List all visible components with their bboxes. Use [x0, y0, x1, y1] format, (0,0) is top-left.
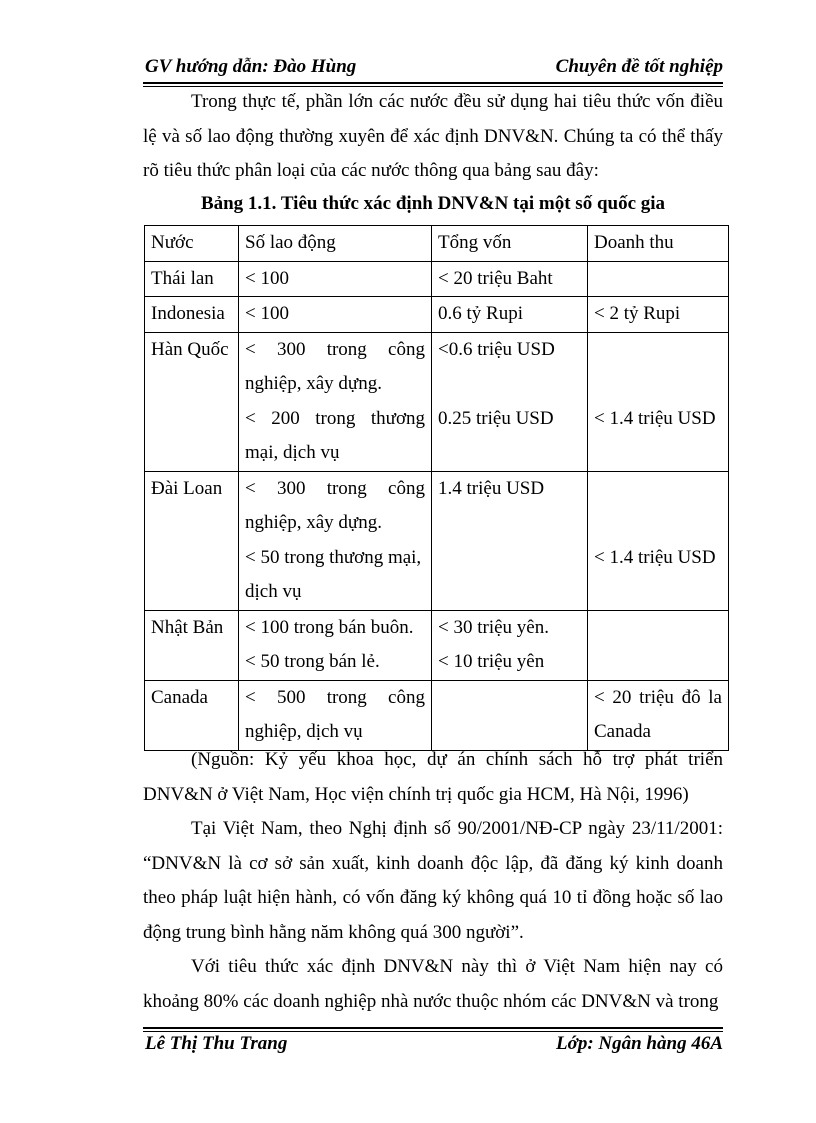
cell-line: < 50 trong thương mại,	[245, 546, 422, 568]
footer-rule	[143, 1027, 723, 1029]
cell-country: Thái lan	[145, 261, 239, 297]
footer-author: Lê Thị Thu Trang	[145, 1033, 288, 1054]
cell-line	[594, 506, 722, 541]
header-advisor: GV hướng dẫn: Đào Hùng	[145, 56, 357, 77]
table-header-row	[145, 226, 729, 262]
cell-line: < 1.4 triệu USD	[594, 546, 716, 568]
cell-line	[594, 436, 722, 471]
cell-labor	[239, 261, 432, 297]
cell-country: Nhật Bản	[145, 610, 239, 680]
cell-line: < 100 trong bán buôn.	[245, 616, 414, 638]
cell-labor	[239, 297, 432, 333]
cell-revenue	[588, 471, 729, 610]
table-row	[145, 680, 729, 750]
table-caption: Bảng 1.1. Tiêu thức xác định DNV&N tại một số quốc gia	[200, 193, 666, 214]
cell-line: nghiệp, dịch vụ	[245, 721, 363, 742]
cell-revenue	[588, 261, 729, 297]
header-labor: Số lao động	[239, 226, 432, 262]
closing-paragraph: Với tiêu thức xác định DNV&N này thì ở Việt Nam hiện nay có khoảng 80% các doanh nghiệp nhà nước thuộc nhóm các DNV&N và trong	[143, 956, 723, 1012]
cell-line	[438, 367, 581, 402]
cell-labor	[239, 471, 432, 610]
intro-paragraph: Trong thực tế, phần lớn các nước đều sử dụng hai tiêu thức vốn điều lệ và số lao động thường xuyên để xác định DNV&N. Chúng ta có thể thấy rõ tiêu thức phân loại của các nước thông qua bảng sau đây:	[143, 91, 723, 181]
decree-paragraph: Tại Việt Nam, theo Nghị định số 90/2001/NĐ-CP ngày 23/11/2001: “DNV&N là cơ sở sản xuất, kinh doanh độc lập, đã đăng ký kinh doanh theo pháp luật hiện hành, có vốn đăng ký không quá 10 tỉ đồng hoặc số lao động trung bình hằng năm không quá 300 người”.	[143, 818, 723, 943]
criteria-table	[144, 225, 729, 751]
cell-revenue	[588, 332, 729, 471]
header-revenue: Doanh thu	[588, 226, 729, 262]
cell-line: < 100	[245, 267, 289, 289]
cell-line: < 50 trong bán lẻ.	[245, 651, 380, 672]
cell-line	[438, 575, 581, 610]
header-capital: Tổng vốn	[432, 226, 588, 262]
cell-line	[438, 681, 581, 716]
cell-line: < 300 trong công	[245, 477, 425, 499]
source-note: (Nguồn: Kỷ yếu khoa học, dự án chính sách hỗ trợ phát triển DNV&N ở Việt Nam, Học viện chính trị quốc gia HCM, Hà Nội, 1996)	[143, 749, 723, 805]
cell-labor	[239, 332, 432, 471]
cell-line: <0.6 triệu USD	[438, 338, 555, 360]
header-country: Nước	[145, 226, 239, 262]
cell-line: dịch vụ	[245, 581, 302, 602]
cell-line: < 200 trong thương	[245, 407, 425, 429]
page-footer	[143, 1033, 723, 1061]
cell-line: 0.6 tỷ Rupi	[438, 303, 523, 324]
table-row	[145, 610, 729, 680]
cell-country: Đài Loan	[145, 471, 239, 610]
cell-line: mại, dịch vụ	[245, 442, 340, 463]
cell-revenue	[588, 680, 729, 750]
cell-line	[594, 645, 722, 680]
cell-revenue	[588, 610, 729, 680]
table-row	[145, 471, 729, 610]
cell-line	[594, 333, 722, 368]
cell-labor	[239, 680, 432, 750]
page-header	[143, 53, 723, 83]
header-rule	[143, 82, 723, 84]
cell-country: Hàn Quốc	[145, 332, 239, 471]
cell-line: < 20 triệu Baht	[438, 267, 553, 289]
cell-line: < 10 triệu yên	[438, 651, 545, 672]
cell-line: nghiệp, xây dựng.	[245, 373, 382, 394]
cell-line: 1.4 triệu USD	[438, 477, 545, 499]
cell-capital	[432, 471, 588, 610]
cell-line	[594, 472, 722, 507]
table-row	[145, 297, 729, 333]
header-thesis-title: Chuyên đề tốt nghiệp	[555, 56, 723, 77]
cell-capital	[432, 297, 588, 333]
cell-line: < 20 triệu đô la	[594, 686, 722, 708]
table-row	[145, 261, 729, 297]
cell-line	[438, 436, 581, 471]
cell-line: Canada	[594, 721, 651, 742]
cell-line	[594, 367, 722, 402]
cell-revenue	[588, 297, 729, 333]
footer-class: Lớp: Ngân hàng 46A	[556, 1033, 723, 1054]
cell-labor	[239, 610, 432, 680]
cell-line: nghiệp, xây dựng.	[245, 512, 382, 533]
cell-line	[594, 575, 722, 610]
cell-line	[438, 506, 581, 541]
cell-line: < 1.4 triệu USD	[594, 407, 716, 429]
cell-country: Canada	[145, 680, 239, 750]
cell-capital	[432, 261, 588, 297]
cell-country: Indonesia	[145, 297, 239, 333]
cell-line: < 500 trong công	[245, 686, 425, 708]
footer-rule-thin	[143, 1031, 723, 1032]
cell-line: < 2 tỷ Rupi	[594, 303, 681, 324]
cell-capital	[432, 610, 588, 680]
cell-capital	[432, 680, 588, 750]
cell-capital	[432, 332, 588, 471]
cell-line: < 300 trong công	[245, 338, 425, 360]
cell-line: < 100	[245, 303, 289, 324]
cell-line: < 30 triệu yên.	[438, 616, 549, 638]
cell-line: 0.25 triệu USD	[438, 407, 554, 429]
cell-line	[594, 611, 722, 646]
cell-line	[438, 541, 581, 576]
table-row	[145, 332, 729, 471]
